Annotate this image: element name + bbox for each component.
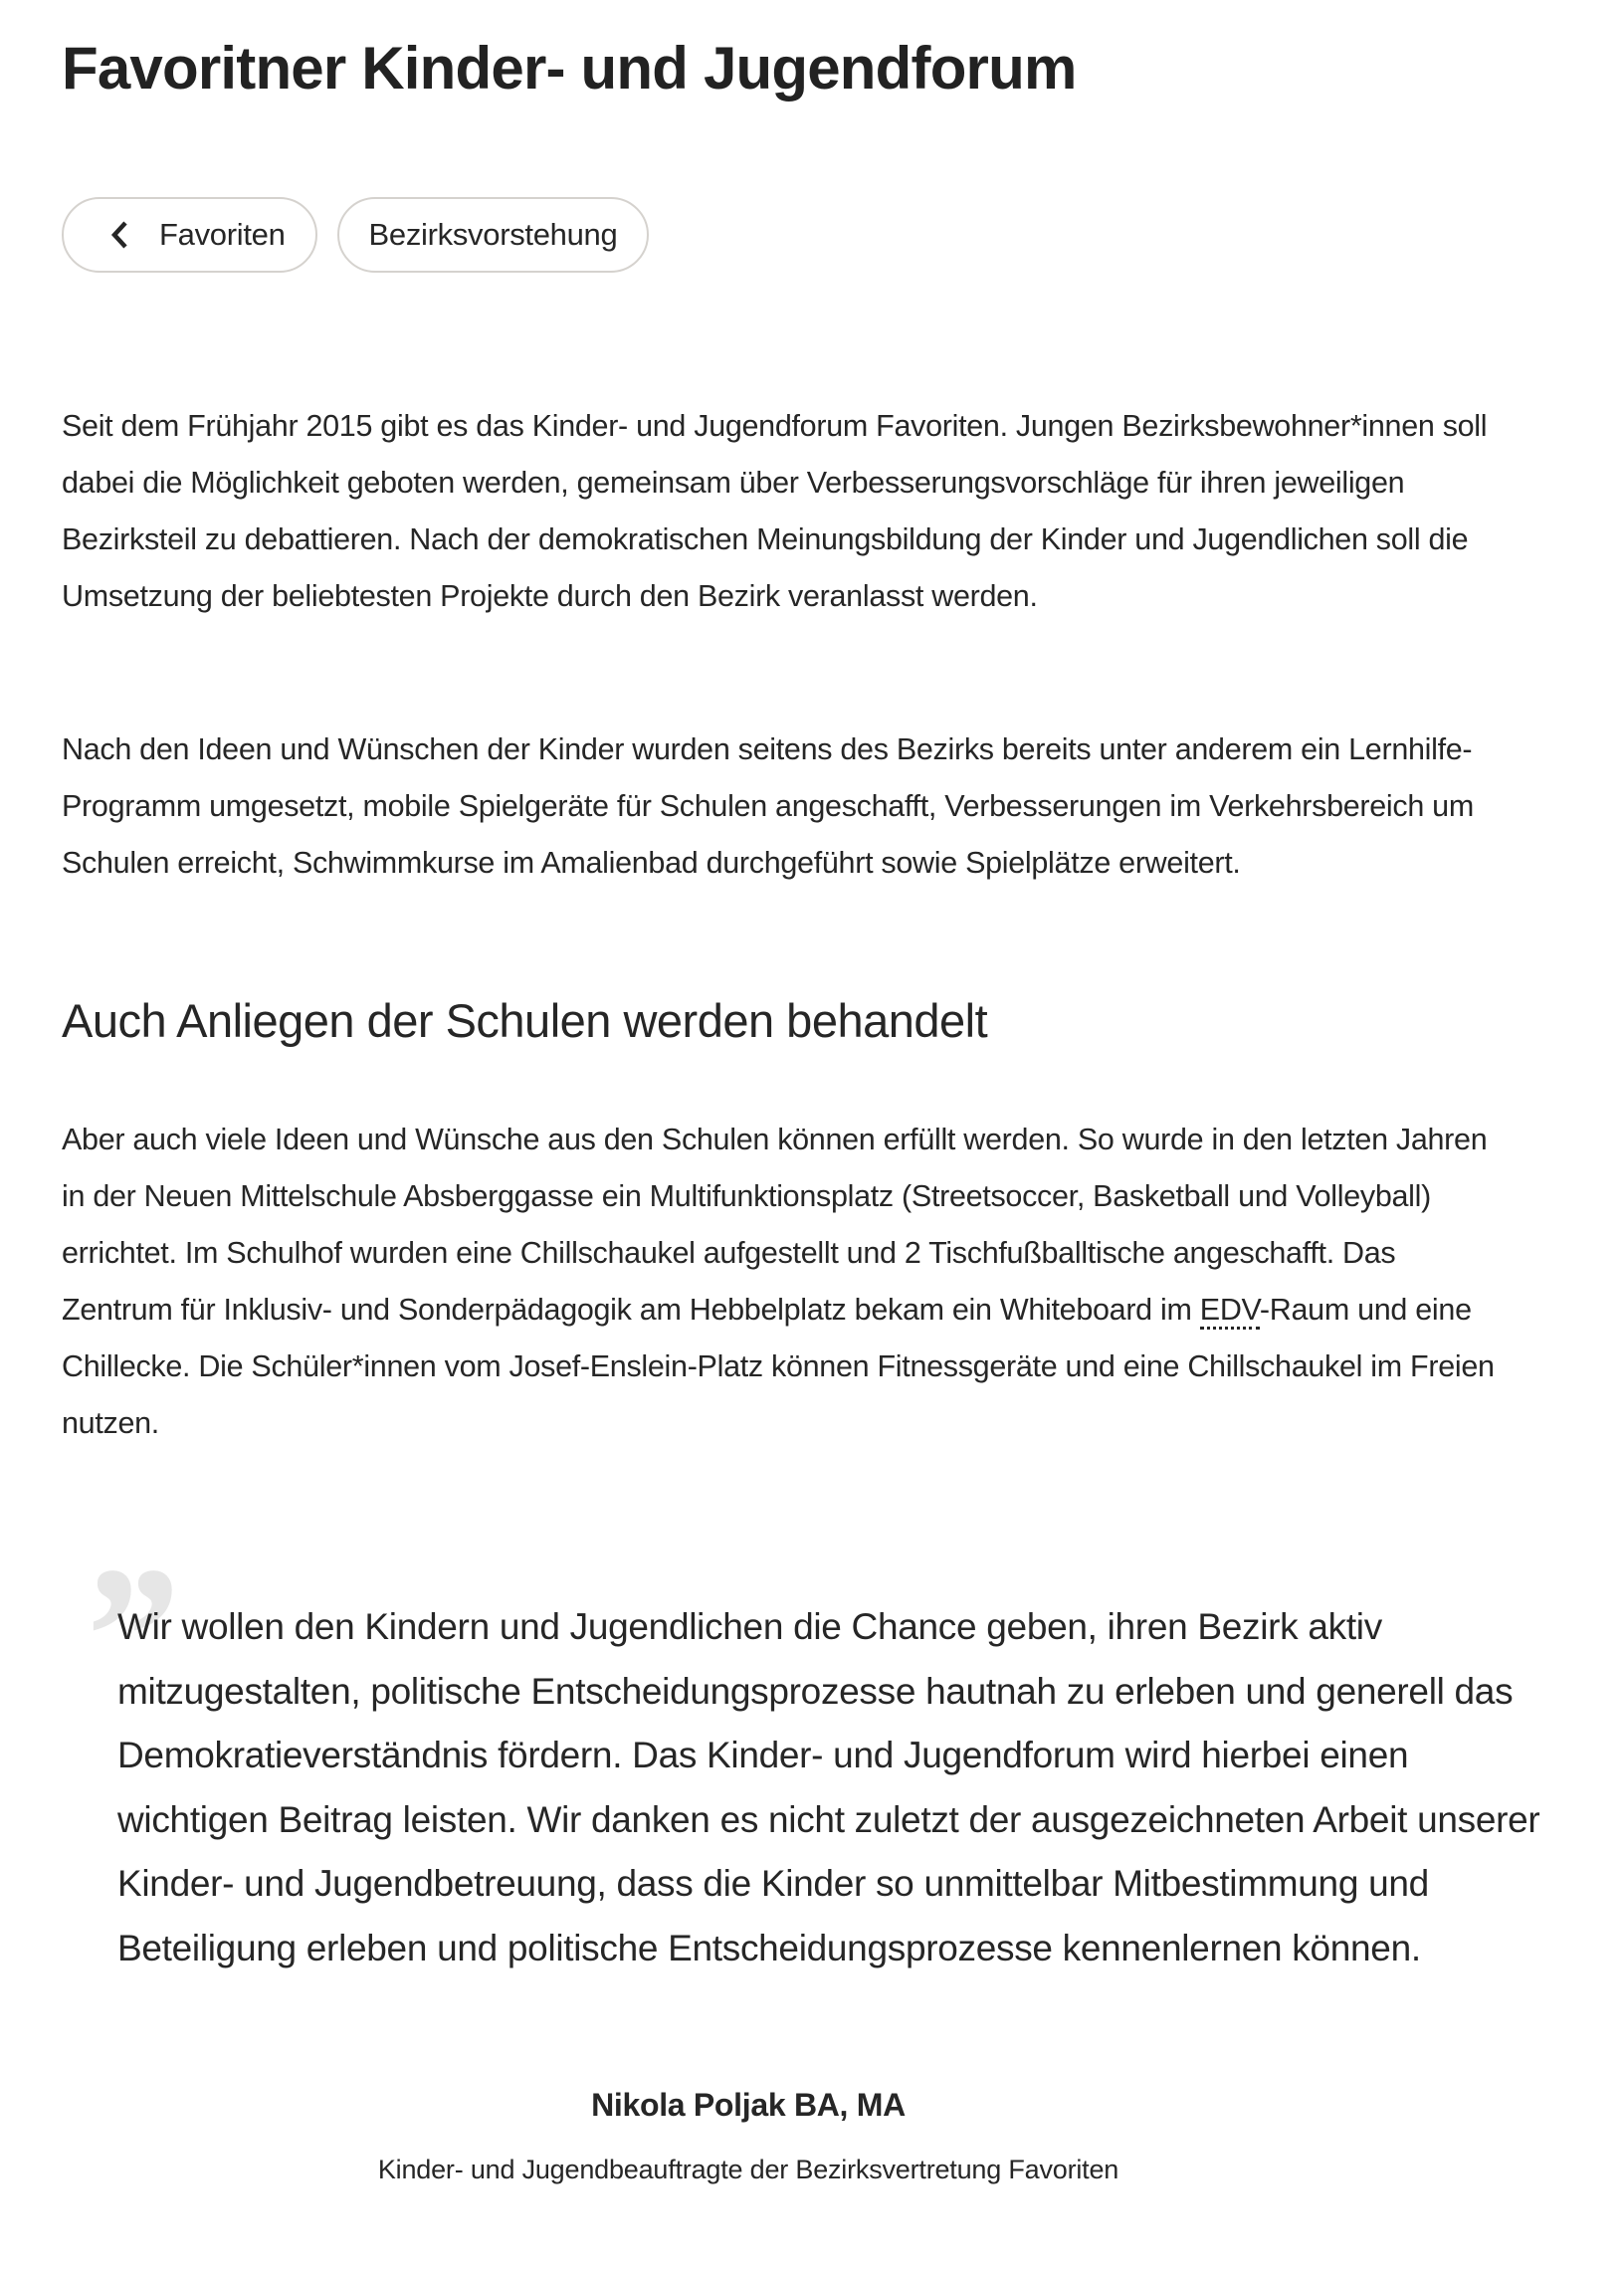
section-heading: Auch Anliegen der Schulen werden behandelt [62, 994, 988, 1047]
schools-text-part1: Aber auch viele Ideen und Wünsche aus den Schulen können erfüllt werden. So wurde in den letzten Jahren in der Neuen Mittelschule Absberggasse ein Multifunktionsplatz (Streetsoccer, Basketball und Volleyball) errichtet. Im Schulhof wurden eine Chillschaukel aufgestellt und 2 Tischfußballtische angeschafft. Das Zentrum für Inklusiv- und Sonderpädagogik am Hebbelplatz bekam ein Whiteboard im [62, 1123, 1488, 1327]
breadcrumb-nav [62, 197, 649, 273]
bezirksvorstehung-link[interactable] [337, 197, 650, 273]
quote-text: Wir wollen den Kindern und Jugendlichen die Chance geben, ihren Bezirk aktiv mitzugestalten, politische Entscheidungsprozesse hautnah zu erleben und generell das Demokratieverständnis fördern. Das Kinder- und Jugendforum wird hierbei einen wichtigen Beitrag leisten. Wir danken es nicht zuletzt der ausgezeichneten Arbeit unserer Kinder- und Jugendbetreuung, dass die Kinder so unmittelbar Mitbestimmung und Beteiligung erleben und politische Entscheidungsprozesse kennenlernen können. [117, 1606, 1540, 1968]
edv-abbreviation[interactable]: EDV [1200, 1293, 1260, 1330]
quote-author: Nikola Poljak BA, MA [591, 2087, 906, 2123]
intro-paragraph: Seit dem Frühjahr 2015 gibt es das Kinder- und Jugendforum Favoriten. Jungen Bezirksbewohner*innen soll dabei die Möglichkeit geboten werden, gemeinsam über Verbesserungsvorschläge für ihren jeweiligen Bezirksteil zu debattieren. Nach der demokratischen Meinungsbildung der Kinder und Jugendlichen soll die Umsetzung der beliebtesten Projekte durch den Bezirk veranlasst werden. [62, 409, 1488, 613]
quote-author-role: Kinder- und Jugendbeauftragte der Bezirksvertretung Favoriten [377, 2155, 1119, 2184]
page-title: Favoritner Kinder- und Jugendforum [62, 35, 1077, 102]
bezirksvorstehung-label: Bezirksvorstehung [368, 217, 618, 252]
schools-paragraph [62, 1112, 1505, 1452]
back-link-label: Favoriten [159, 217, 286, 252]
chevron-left-icon [107, 220, 133, 250]
quote-mark-icon: ” [76, 1527, 175, 1747]
schools-text-part2: -Raum und eine Chillecke. Die Schüler*innen vom Josef-Enslein-Platz können Fitnessgeräte und eine Chillschaukel im Freien nutzen. [62, 1293, 1495, 1440]
back-to-favoriten-link[interactable] [62, 197, 317, 273]
results-paragraph: Nach den Ideen und Wünschen der Kinder wurden seitens des Bezirks bereits unter anderem ein Lernhilfe-Programm umgesetzt, mobile Spielgeräte für Schulen angeschafft, Verbesserungen im Verkehrsbereich um Schulen erreicht, Schwimmkurse im Amalienbad durchgeführt sowie Spielplätze erweitert. [62, 732, 1474, 880]
